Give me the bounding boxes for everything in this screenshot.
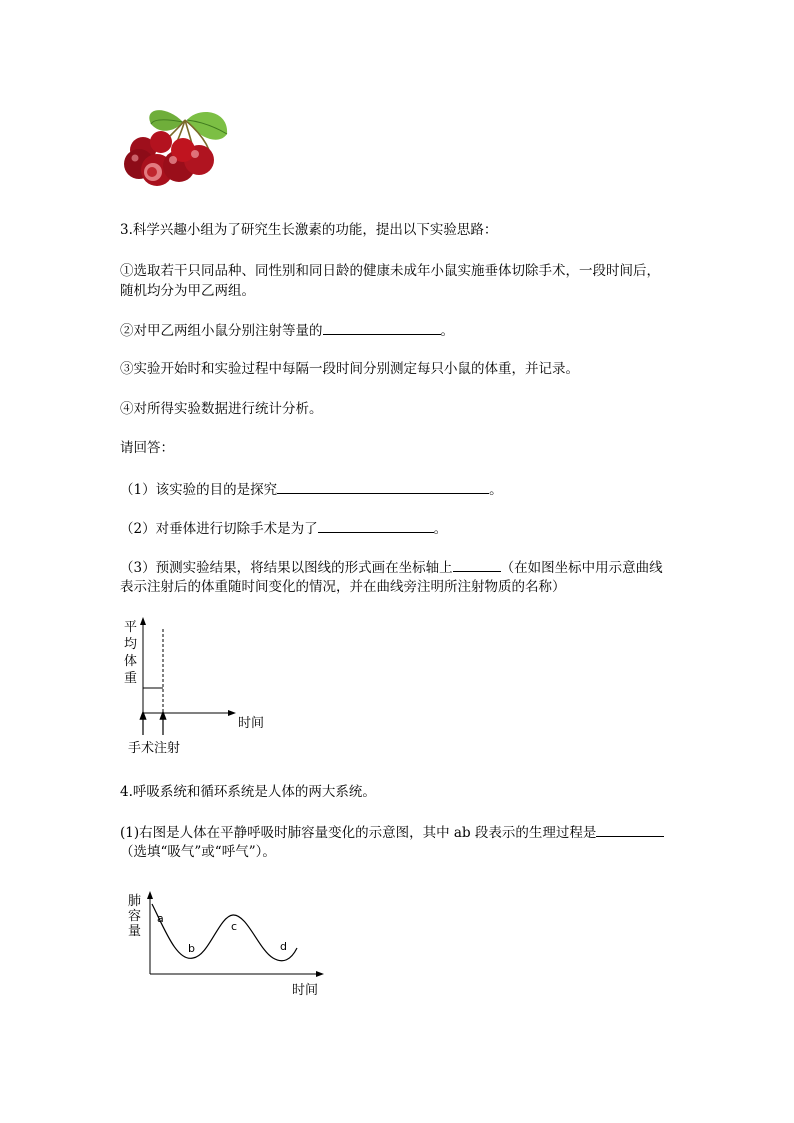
q4-point-a: a <box>157 912 164 925</box>
q3-sub3-answer-blank[interactable] <box>453 557 501 572</box>
cherry-image <box>121 100 233 192</box>
q3-sub3-text: （3）预测实验结果，将结果以图线的形式画在坐标轴上 <box>120 560 453 576</box>
q3-step3: ③实验开始时和实验过程中每隔一段时间分别测定每只小鼠的体重，并记录。 <box>120 361 579 377</box>
q3-ylabel-char-4: 重 <box>124 671 138 686</box>
q3-sub2-answer-blank[interactable] <box>318 518 434 533</box>
q3-sub2-text: （2）对垂体进行切除手术是为了 <box>120 521 318 537</box>
q3-sub2-end: 。 <box>433 521 448 537</box>
q4-ylabel-char-2: 容 <box>128 909 142 924</box>
q4-sub1-line2: （选填“吸气”或“呼气”）。 <box>120 844 276 860</box>
q3-step1-line2: 随机均分为甲乙两组。 <box>120 283 255 299</box>
q3-sub3-note: （在如图坐标中用示意曲线 <box>500 560 663 576</box>
q4-stem: 4.呼吸系统和循环系统是人体的两大系统。 <box>120 784 376 800</box>
q4-lung-volume-curve <box>152 904 297 961</box>
q3-stem: 3.科学兴趣小组为了研究生长激素的功能，提出以下实验思路： <box>120 222 498 238</box>
q3-weight-graph <box>120 615 280 760</box>
q3-ylabel-char-1: 平 <box>124 620 138 635</box>
q3-step2-answer-blank[interactable] <box>323 320 441 335</box>
q4-lung-volume-graph <box>125 890 330 998</box>
q4-point-c: c <box>231 920 238 933</box>
q3-sub3-line2: 表示注射后的体重随时间变化的情况，并在曲线旁注明所注射物质的名称） <box>120 579 566 595</box>
q3-bottom-label: 手术注射 <box>128 741 181 756</box>
q3-sub1-answer-blank[interactable] <box>277 479 489 494</box>
q3-sub1-end: 。 <box>489 482 503 498</box>
q4-point-b: b <box>188 942 195 955</box>
q3-sub2 <box>120 518 447 539</box>
q3-sub3-line1 <box>120 557 663 578</box>
q4-ylabel-char-1: 肺 <box>128 894 142 909</box>
q3-step1-line1: ①选取若干只同品种、同性别和同日龄的健康未成年小鼠实施垂体切除手术，一段时间后， <box>120 263 660 279</box>
q4-point-d: d <box>280 940 287 953</box>
q3-step2-end: 。 <box>440 323 454 339</box>
q3-ylabel-char-2: 均 <box>124 637 138 652</box>
q3-ask: 请回答： <box>120 440 174 456</box>
q3-step2 <box>120 320 454 341</box>
q4-xlabel: 时间 <box>292 983 319 998</box>
q3-xlabel: 时间 <box>238 716 265 731</box>
q3-step4: ④对所得实验数据进行统计分析。 <box>120 401 323 417</box>
q3-ylabel-char-3: 体 <box>124 654 138 669</box>
q4-ylabel-char-3: 量 <box>128 924 142 939</box>
q3-sub1 <box>120 479 503 500</box>
q4-sub1-line1 <box>120 822 664 843</box>
q4-sub1-answer-blank[interactable] <box>596 822 664 837</box>
q4-sub1-text: (1)右图是人体在平静呼吸时肺容量变化的示意图，其中 ab 段表示的生理过程是 <box>120 825 597 841</box>
q3-step2-text: ②对甲乙两组小鼠分别注射等量的 <box>120 323 323 339</box>
q3-sub1-text: （1）该实验的目的是探究 <box>120 482 278 498</box>
